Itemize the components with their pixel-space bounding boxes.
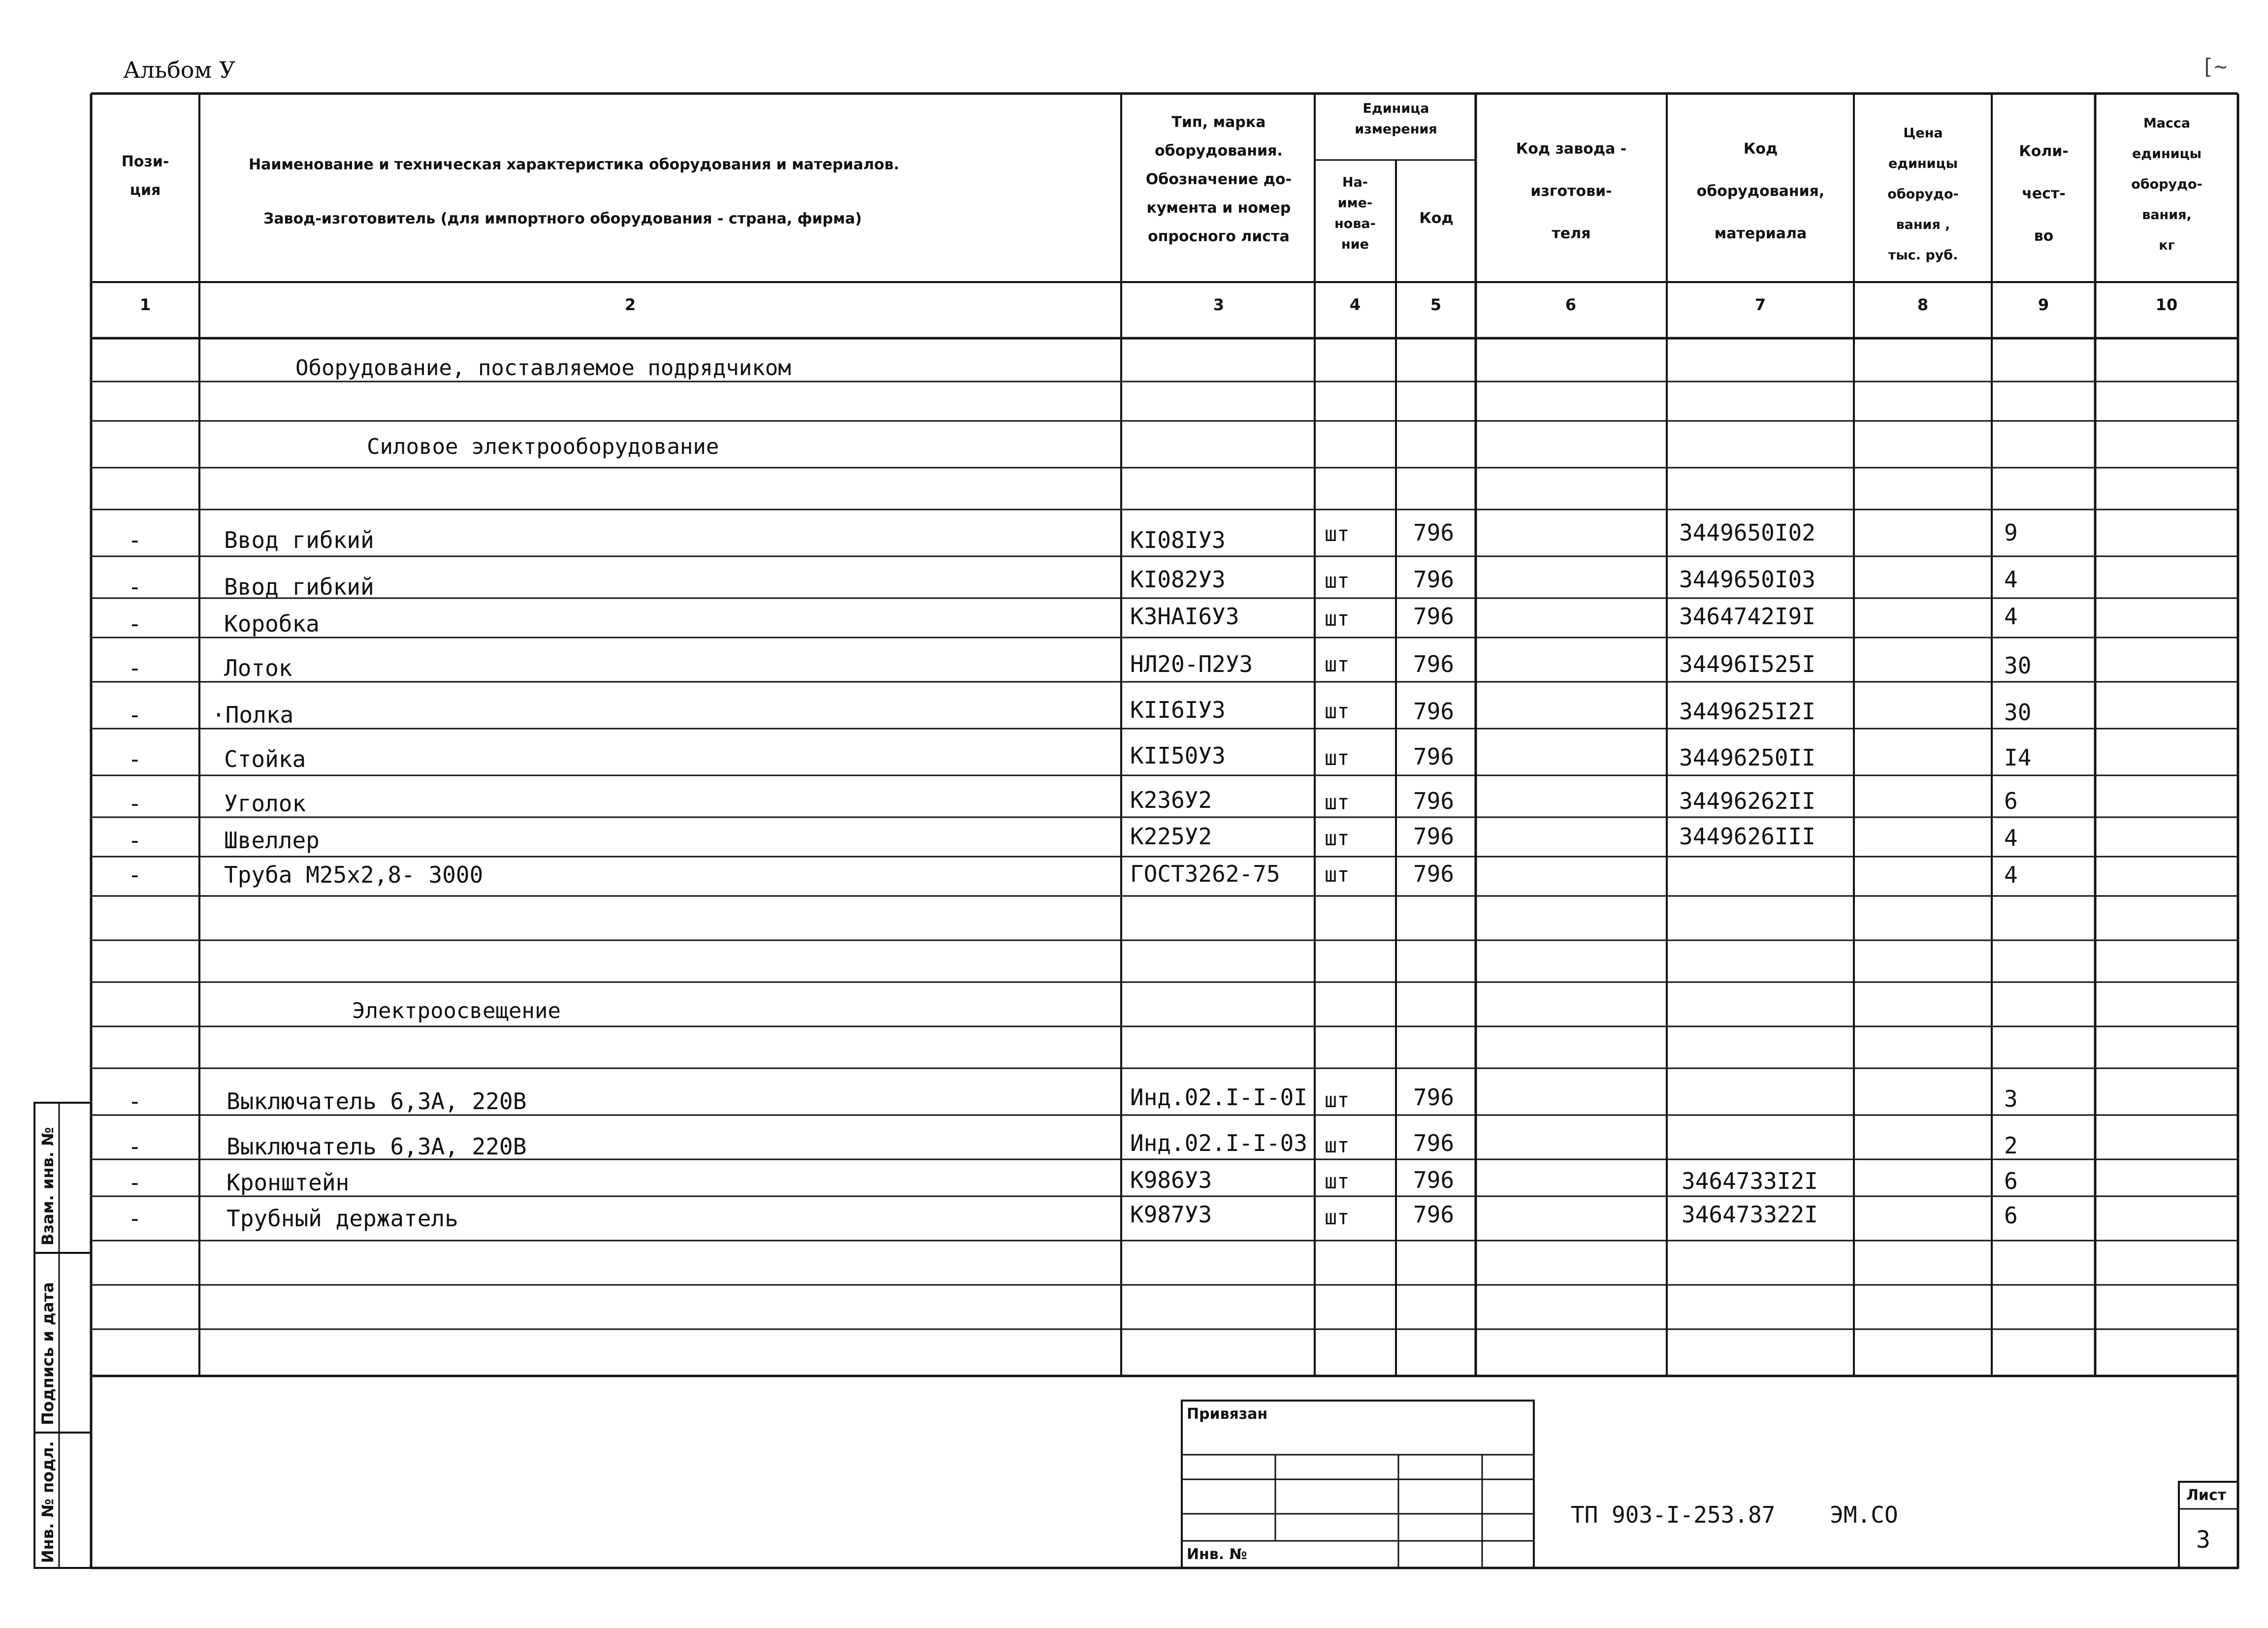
row-type: Инд.02.I-I-03 — [1130, 1130, 1308, 1156]
header-unit-code: Код — [1419, 210, 1454, 227]
header-material-code: Код оборудования, материала — [1696, 140, 1825, 242]
row-name: Уголок — [224, 790, 306, 817]
row-quantity: 30 — [2004, 699, 2032, 726]
row-position: - — [128, 702, 142, 728]
row-unit: шт — [1325, 1133, 1350, 1157]
header-plant-code: Код завода - изготови- теля — [1516, 140, 1627, 242]
row-quantity: 4 — [2004, 825, 2018, 851]
header-price: Цена единицы оборудо- вания , тыс. руб. — [1887, 126, 1959, 263]
row-quantity: 4 — [2004, 603, 2018, 630]
corner-mark: [~ — [2201, 54, 2227, 79]
row-unit: шт — [1325, 699, 1350, 723]
row-quantity: 6 — [2004, 1202, 2018, 1229]
row-unit: шт — [1325, 569, 1350, 593]
row-name: ·Полка — [212, 702, 294, 728]
row-material-code: 3449650I03 — [1679, 566, 1815, 593]
row-name: Коробка — [224, 610, 320, 637]
row-unit-code: 796 — [1413, 1130, 1455, 1156]
row-type: К236У2 — [1130, 787, 1212, 813]
row-position: - — [128, 746, 142, 772]
row-type: НЛ20-П2УЗ — [1130, 651, 1253, 677]
row-material-code: 3449650I02 — [1679, 519, 1815, 546]
header-unit-name: На- име- нова- ние — [1334, 175, 1376, 252]
row-name: Кронштейн — [227, 1169, 350, 1196]
row-position: - — [128, 790, 142, 817]
row-type: ГОСТ3262-75 — [1130, 861, 1280, 887]
row-name: Ввод гибкий — [224, 527, 374, 553]
row-unit: шт — [1325, 1205, 1350, 1229]
column-number: 9 — [2038, 295, 2049, 314]
row-unit-code: 796 — [1413, 1084, 1455, 1111]
row-unit-code: 796 — [1413, 1201, 1455, 1228]
header-type: Тип, марка оборудования. Обозначение до- кумента и номер опросного листа — [1145, 114, 1292, 245]
sheet-label: Лист — [2186, 1487, 2227, 1504]
row-position: - — [128, 610, 142, 637]
row-name: Стойка — [224, 746, 306, 772]
side-label-signature: Подпись и дата — [38, 1282, 57, 1425]
row-unit-code: 796 — [1413, 823, 1455, 850]
row-type: КЗНАI6УЗ — [1130, 603, 1239, 630]
row-quantity: 4 — [2004, 862, 2018, 888]
row-name: Трубный держатель — [227, 1205, 458, 1232]
column-number: 6 — [1565, 295, 1577, 314]
row-material-code: 3464742I9I — [1679, 603, 1815, 630]
header-position: Пози- ция — [121, 153, 169, 199]
row-position: - — [128, 827, 142, 854]
column-number: 10 — [2155, 295, 2178, 314]
row-type: Инд.02.I-I-0I — [1130, 1084, 1308, 1111]
row-quantity: 4 — [2004, 566, 2018, 593]
row-unit: шт — [1325, 862, 1350, 887]
row-position: - — [128, 655, 142, 681]
section-lighting: Электроосвещение — [352, 998, 561, 1023]
row-type: КII6IУЗ — [1130, 697, 1226, 723]
row-position: - — [128, 574, 142, 600]
row-unit: шт — [1325, 1088, 1350, 1112]
row-type: К986УЗ — [1130, 1167, 1212, 1193]
row-type: КII50УЗ — [1130, 742, 1226, 769]
row-position: - — [128, 1169, 142, 1196]
row-unit-code: 796 — [1413, 743, 1455, 770]
row-unit: шт — [1325, 522, 1350, 546]
row-material-code: 346473322I — [1682, 1201, 1818, 1228]
row-quantity: I4 — [2004, 744, 2032, 771]
row-type: К225У2 — [1130, 823, 1212, 850]
header-unit-group: Единица измерения — [1355, 101, 1437, 137]
column-number: 8 — [1917, 295, 1929, 314]
column-number: 4 — [1349, 295, 1361, 314]
header-name: Наименование и техническая характеристика оборудования и материалов. Завод-изготовитель (для импортного оборудования - страна, фирма) — [249, 156, 900, 227]
row-unit: шт — [1325, 826, 1350, 850]
row-quantity: 6 — [2004, 788, 2018, 814]
row-unit-code: 796 — [1413, 566, 1455, 593]
row-name: Выключатель 6,3А, 220В — [227, 1088, 527, 1115]
row-quantity: 9 — [2004, 519, 2018, 546]
side-label-inv-orig: Инв. № подл. — [38, 1441, 57, 1563]
column-number: 7 — [1754, 295, 1766, 314]
row-unit-code: 796 — [1413, 698, 1455, 725]
document-code: ТП 903-I-253.87 ЭМ.СО — [1571, 1501, 1898, 1528]
row-quantity: 3 — [2004, 1085, 2018, 1112]
row-unit: шт — [1325, 790, 1350, 814]
stamp-bound: Привязан — [1187, 1405, 1268, 1423]
row-unit: шт — [1325, 746, 1350, 770]
row-position: - — [128, 862, 142, 888]
row-material-code: 3449625I2I — [1679, 698, 1815, 725]
row-unit: шт — [1325, 1169, 1350, 1193]
row-name: Труба М25х2,8- 3000 — [224, 862, 484, 888]
row-quantity: 30 — [2004, 652, 2032, 679]
row-quantity: 2 — [2004, 1132, 2018, 1159]
row-position: - — [128, 1088, 142, 1115]
row-unit: шт — [1325, 652, 1350, 676]
row-type: КI082УЗ — [1130, 566, 1226, 593]
column-number: 5 — [1430, 295, 1442, 314]
row-unit-code: 796 — [1413, 1167, 1455, 1193]
row-material-code: 34496I525I — [1679, 651, 1815, 677]
column-number: 2 — [624, 295, 636, 314]
row-position: - — [128, 1133, 142, 1160]
sheet-number: 3 — [2196, 1526, 2210, 1554]
row-unit-code: 796 — [1413, 519, 1455, 546]
side-label-vzam: Взам. инв. № — [38, 1127, 57, 1245]
album-label: Альбом У — [123, 57, 236, 83]
row-name: Выключатель 6,3А, 220В — [227, 1133, 527, 1160]
row-name: Ввод гибкий — [224, 574, 374, 600]
row-material-code: 34496250II — [1679, 744, 1815, 771]
row-name: Лоток — [224, 655, 292, 681]
row-unit-code: 796 — [1413, 651, 1455, 677]
row-type: КI08IУЗ — [1130, 527, 1226, 553]
stamp-inv: Инв. № — [1187, 1546, 1247, 1563]
row-unit-code: 796 — [1413, 603, 1455, 630]
row-position: - — [128, 527, 142, 553]
row-name: Швеллер — [224, 827, 320, 854]
row-unit-code: 796 — [1413, 788, 1455, 814]
row-position: - — [128, 1205, 142, 1232]
row-material-code: 3449626III — [1679, 823, 1815, 850]
header-quantity: Коли- чест- во — [2019, 143, 2069, 245]
row-unit: шт — [1325, 607, 1350, 631]
column-number: 1 — [139, 295, 151, 314]
row-quantity: 6 — [2004, 1168, 2018, 1194]
header-mass: Масса единицы оборудо- вания, кг — [2131, 116, 2203, 253]
column-number: 3 — [1213, 295, 1225, 314]
section-contractor: Оборудование, поставляемое подрядчиком — [295, 355, 791, 381]
row-unit-code: 796 — [1413, 861, 1455, 887]
row-material-code: 34496262II — [1679, 788, 1815, 814]
row-type: К987УЗ — [1130, 1201, 1212, 1228]
row-material-code: 3464733I2I — [1682, 1168, 1818, 1194]
section-power: Силовое электрооборудование — [367, 434, 719, 459]
